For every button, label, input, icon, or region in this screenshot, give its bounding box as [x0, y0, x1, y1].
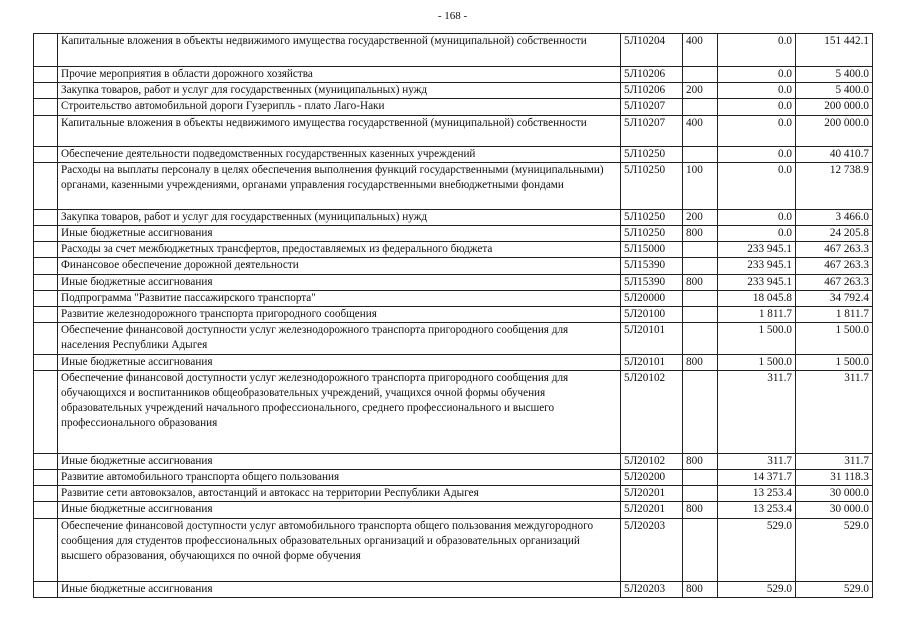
table-row — [34, 242, 873, 258]
target-code-cell: 5Л20102 — [621, 453, 683, 469]
expense-type-cell — [683, 242, 718, 258]
amount-2-cell: 40 410.7 — [796, 146, 873, 162]
expense-type-cell: 200 — [683, 209, 718, 225]
target-code-cell: 5Л20200 — [621, 470, 683, 486]
empty-cell — [34, 470, 58, 486]
item-name-cell: Подпрограмма "Развитие пассажирского транспорта" — [58, 290, 621, 306]
item-name-cell: Развитие железнодорожного транспорта пригородного сообщения — [58, 307, 621, 323]
amount-1-cell: 0.0 — [718, 146, 796, 162]
item-name-cell: Закупка товаров, работ и услуг для государственных (муниципальных) нужд — [58, 209, 621, 225]
target-code-cell: 5Л10207 — [621, 115, 683, 146]
empty-cell — [34, 115, 58, 146]
item-name-cell: Иные бюджетные ассигнования — [58, 226, 621, 242]
empty-cell — [34, 209, 58, 225]
amount-1-cell: 14 371.7 — [718, 470, 796, 486]
amount-2-cell: 5 400.0 — [796, 67, 873, 83]
amount-2-cell: 5 400.0 — [796, 83, 873, 99]
expense-type-cell — [683, 258, 718, 274]
expense-type-cell — [683, 470, 718, 486]
amount-1-cell: 233 945.1 — [718, 258, 796, 274]
item-name-cell: Иные бюджетные ассигнования — [58, 581, 621, 597]
expense-type-cell — [683, 486, 718, 502]
item-name-cell: Капитальные вложения в объекты недвижимого имущества государственной (муниципальной) собственности — [58, 115, 621, 146]
amount-1-cell: 1 811.7 — [718, 307, 796, 323]
amount-1-cell: 529.0 — [718, 581, 796, 597]
amount-1-cell: 13 253.4 — [718, 502, 796, 518]
amount-2-cell: 529.0 — [796, 581, 873, 597]
amount-2-cell: 34 792.4 — [796, 290, 873, 306]
amount-1-cell: 233 945.1 — [718, 274, 796, 290]
table-row — [34, 290, 873, 306]
item-name-cell: Иные бюджетные ассигнования — [58, 354, 621, 370]
table-row — [34, 486, 873, 502]
table-row — [34, 146, 873, 162]
table-row — [34, 83, 873, 99]
item-name-cell: Закупка товаров, работ и услуг для государственных (муниципальных) нужд — [58, 83, 621, 99]
target-code-cell: 5Л15000 — [621, 242, 683, 258]
empty-cell — [34, 226, 58, 242]
table-row — [34, 274, 873, 290]
amount-1-cell: 0.0 — [718, 115, 796, 146]
expense-type-cell — [683, 518, 718, 581]
expense-type-cell: 200 — [683, 83, 718, 99]
amount-2-cell: 311.7 — [796, 453, 873, 469]
item-name-cell: Расходы за счет межбюджетных трансфертов, предоставляемых из федерального бюджета — [58, 242, 621, 258]
table-row — [34, 354, 873, 370]
target-code-cell: 5Л20201 — [621, 502, 683, 518]
empty-cell — [34, 34, 58, 67]
empty-cell — [34, 290, 58, 306]
table-row — [34, 162, 873, 209]
expense-type-cell — [683, 67, 718, 83]
expense-type-cell: 800 — [683, 453, 718, 469]
item-name-cell: Иные бюджетные ассигнования — [58, 502, 621, 518]
table-row — [34, 581, 873, 597]
budget-table — [33, 33, 873, 598]
amount-2-cell: 1 500.0 — [796, 354, 873, 370]
amount-2-cell: 529.0 — [796, 518, 873, 581]
expense-type-cell: 800 — [683, 354, 718, 370]
expense-type-cell: 800 — [683, 581, 718, 597]
amount-2-cell: 12 738.9 — [796, 162, 873, 209]
target-code-cell: 5Л10250 — [621, 209, 683, 225]
target-code-cell: 5Л20101 — [621, 323, 683, 354]
amount-2-cell: 31 118.3 — [796, 470, 873, 486]
amount-2-cell: 1 811.7 — [796, 307, 873, 323]
table-row — [34, 502, 873, 518]
amount-1-cell: 0.0 — [718, 209, 796, 225]
amount-1-cell: 0.0 — [718, 99, 796, 115]
empty-cell — [34, 502, 58, 518]
empty-cell — [34, 67, 58, 83]
target-code-cell: 5Л15390 — [621, 274, 683, 290]
table-row — [34, 470, 873, 486]
empty-cell — [34, 486, 58, 502]
amount-1-cell: 0.0 — [718, 226, 796, 242]
table-row — [34, 67, 873, 83]
item-name-cell: Иные бюджетные ассигнования — [58, 274, 621, 290]
item-name-cell: Финансовое обеспечение дорожной деятельности — [58, 258, 621, 274]
empty-cell — [34, 354, 58, 370]
item-name-cell: Прочие мероприятия в области дорожного хозяйства — [58, 67, 621, 83]
target-code-cell: 5Л20000 — [621, 290, 683, 306]
item-name-cell: Строительство автомобильной дороги Гузерипль - плато Лаго-Наки — [58, 99, 621, 115]
table-row — [34, 307, 873, 323]
empty-cell — [34, 323, 58, 354]
amount-1-cell: 0.0 — [718, 162, 796, 209]
amount-2-cell: 151 442.1 — [796, 34, 873, 67]
page-number: - 168 - — [437, 10, 468, 22]
amount-1-cell: 311.7 — [718, 370, 796, 453]
target-code-cell: 5Л20100 — [621, 307, 683, 323]
expense-type-cell: 400 — [683, 34, 718, 67]
item-name-cell: Расходы на выплаты персоналу в целях обеспечения выполнения функций государственными (муниципальными) органами, казенными учреждениями, органами управления государственными внебюджетными фондами — [58, 162, 621, 209]
table-row — [34, 518, 873, 581]
empty-cell — [34, 258, 58, 274]
amount-2-cell: 30 000.0 — [796, 502, 873, 518]
target-code-cell: 5Л10207 — [621, 99, 683, 115]
empty-cell — [34, 370, 58, 453]
target-code-cell: 5Л10250 — [621, 226, 683, 242]
table-row — [34, 453, 873, 469]
empty-cell — [34, 242, 58, 258]
amount-1-cell: 0.0 — [718, 67, 796, 83]
expense-type-cell: 100 — [683, 162, 718, 209]
item-name-cell: Развитие автомобильного транспорта общего пользования — [58, 470, 621, 486]
amount-1-cell: 529.0 — [718, 518, 796, 581]
empty-cell — [34, 146, 58, 162]
amount-2-cell: 200 000.0 — [796, 99, 873, 115]
expense-type-cell: 800 — [683, 274, 718, 290]
target-code-cell: 5Л10206 — [621, 83, 683, 99]
amount-1-cell: 1 500.0 — [718, 323, 796, 354]
amount-2-cell: 1 500.0 — [796, 323, 873, 354]
expense-type-cell — [683, 99, 718, 115]
target-code-cell: 5Л20203 — [621, 518, 683, 581]
amount-2-cell: 30 000.0 — [796, 486, 873, 502]
table-row — [34, 99, 873, 115]
target-code-cell: 5Л20101 — [621, 354, 683, 370]
item-name-cell: Обеспечение деятельности подведомственных государственных казенных учреждений — [58, 146, 621, 162]
empty-cell — [34, 99, 58, 115]
amount-2-cell: 311.7 — [796, 370, 873, 453]
amount-2-cell: 3 466.0 — [796, 209, 873, 225]
amount-1-cell: 0.0 — [718, 83, 796, 99]
empty-cell — [34, 83, 58, 99]
amount-1-cell: 18 045.8 — [718, 290, 796, 306]
target-code-cell: 5Л15390 — [621, 258, 683, 274]
target-code-cell: 5Л10206 — [621, 67, 683, 83]
item-name-cell: Развитие сети автовокзалов, автостанций и автокасс на территории Республики Адыгея — [58, 486, 621, 502]
table-row — [34, 226, 873, 242]
item-name-cell: Иные бюджетные ассигнования — [58, 453, 621, 469]
target-code-cell: 5Л20203 — [621, 581, 683, 597]
amount-2-cell: 467 263.3 — [796, 242, 873, 258]
target-code-cell: 5Л10250 — [621, 162, 683, 209]
empty-cell — [34, 307, 58, 323]
target-code-cell: 5Л20201 — [621, 486, 683, 502]
empty-cell — [34, 274, 58, 290]
target-code-cell: 5Л20102 — [621, 370, 683, 453]
expense-type-cell — [683, 370, 718, 453]
table-row — [34, 370, 873, 453]
expense-type-cell — [683, 146, 718, 162]
empty-cell — [34, 518, 58, 581]
item-name-cell: Обеспечение финансовой доступности услуг железнодорожного транспорта пригородного сообщения для обучающихся и воспитанников общеобразовательных учреждений, учащихся очной формы обучения образовательных учреждений начального профессионального, среднего профессионального и высшего профессионального образования — [58, 370, 621, 453]
amount-1-cell: 0.0 — [718, 34, 796, 67]
expense-type-cell — [683, 307, 718, 323]
expense-type-cell: 400 — [683, 115, 718, 146]
amount-1-cell: 1 500.0 — [718, 354, 796, 370]
amount-2-cell: 467 263.3 — [796, 274, 873, 290]
item-name-cell: Капитальные вложения в объекты недвижимого имущества государственной (муниципальной) собственности — [58, 34, 621, 67]
expense-type-cell: 800 — [683, 502, 718, 518]
empty-cell — [34, 162, 58, 209]
amount-2-cell: 24 205.8 — [796, 226, 873, 242]
item-name-cell: Обеспечение финансовой доступности услуг железнодорожного транспорта пригородного сообщения для населения Республики Адыгея — [58, 323, 621, 354]
empty-cell — [34, 581, 58, 597]
amount-2-cell: 467 263.3 — [796, 258, 873, 274]
expense-type-cell: 800 — [683, 226, 718, 242]
budget-table-body — [34, 34, 873, 598]
table-row — [34, 34, 873, 67]
amount-2-cell: 200 000.0 — [796, 115, 873, 146]
expense-type-cell — [683, 290, 718, 306]
table-row — [34, 258, 873, 274]
amount-1-cell: 233 945.1 — [718, 242, 796, 258]
amount-1-cell: 311.7 — [718, 453, 796, 469]
expense-type-cell — [683, 323, 718, 354]
table-row — [34, 209, 873, 225]
target-code-cell: 5Л10250 — [621, 146, 683, 162]
amount-1-cell: 13 253.4 — [718, 486, 796, 502]
table-row — [34, 115, 873, 146]
empty-cell — [34, 453, 58, 469]
item-name-cell: Обеспечение финансовой доступности услуг автомобильного транспорта общего пользования междугородного сообщения для студентов профессиональных образовательных организаций и образовательных организаций высшего образования, обучающихся по очной форме обучения — [58, 518, 621, 581]
target-code-cell: 5Л10204 — [621, 34, 683, 67]
table-row — [34, 323, 873, 354]
